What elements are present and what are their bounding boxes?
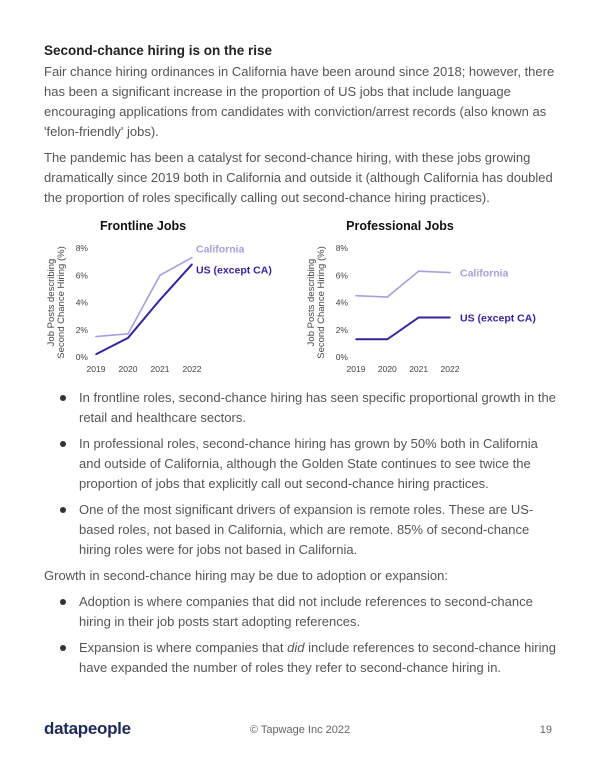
y-tick-label: 0%	[335, 352, 348, 362]
x-tick-label: 2019	[86, 364, 106, 374]
data-point	[418, 270, 420, 272]
data-point	[449, 317, 451, 319]
y-tick-label: 6%	[75, 270, 88, 281]
bullet-frontline: In frontline roles, second-chance hiring has seen specific proportional growth in the retail and healthcare sectors.	[60, 388, 559, 428]
data-point	[95, 353, 97, 355]
y-axis-label: Job Posts describingSecond Chance Hiring (%)	[306, 246, 327, 359]
y-tick-label: 2%	[75, 324, 88, 335]
y-tick-label: 8%	[75, 243, 88, 253]
series-line-california	[96, 258, 192, 337]
content	[44, 42, 559, 684]
bullet-dot	[60, 507, 66, 513]
paragraph-growth: Growth in second-chance hiring may be due to adoption or expansion:	[44, 568, 448, 583]
series-line-us-except-ca	[356, 317, 450, 339]
y-tick-label: 4%	[335, 297, 348, 308]
x-tick-label: 2020	[377, 364, 397, 374]
section-heading: Second-chance hiring is on the rise	[44, 43, 273, 58]
y-tick-label: 4%	[75, 297, 88, 308]
datapeople-logo: datapeople	[44, 719, 131, 738]
data-point	[387, 296, 389, 298]
series-label: US (except CA)	[196, 264, 272, 277]
bullet-dot	[60, 599, 66, 605]
y-tick-label: 6%	[335, 270, 348, 281]
data-point	[95, 336, 97, 338]
bullet-dot	[60, 645, 66, 651]
y-tick-label: 8%	[335, 243, 348, 253]
chart-title: Frontline Jobs	[99, 219, 187, 233]
data-point	[127, 333, 129, 335]
bullet-expansion: Expansion is where companies that did include references to second-chance hiring have expanded the number of roles they refer to second-chance hiring in.	[60, 638, 559, 678]
series-line-us-except-ca	[96, 264, 192, 354]
copyright: © Tapwage Inc 2022	[249, 724, 351, 736]
data-point	[159, 274, 161, 276]
bullet-professional: In professional roles, second-chance hiring has grown by 50% both in California and outside of California, although the Golden State continues to see twice the proportion of jobs that explicitly call out second-chance hiring practices.	[60, 434, 559, 494]
series-label: California	[460, 267, 509, 280]
page-number: 19	[539, 724, 552, 736]
data-point	[355, 295, 357, 297]
x-tick-label: 2022	[440, 364, 460, 374]
x-tick-label: 2020	[118, 364, 138, 374]
bullet-remote: One of the most significant drivers of expansion is remote roles. These are US-based roles, not based in California, which are remote. 85% of second-chance hiring roles were for jobs not based in California.	[60, 500, 559, 560]
data-point	[191, 264, 193, 266]
chart-professional	[300, 214, 560, 382]
x-tick-label: 2021	[409, 364, 429, 374]
paragraph-pandemic: The pandemic has been a catalyst for second-chance hiring, with these jobs growing dramatically since 2019 both in California and outside it (although California has doubled the proportion of roles specifically calling out second-chance hiring practices).	[44, 150, 553, 205]
x-tick-label: 2019	[346, 364, 366, 374]
data-point	[127, 337, 129, 339]
bullet-dot	[60, 441, 66, 447]
data-point	[387, 338, 389, 340]
chart-frontline	[40, 214, 300, 382]
paragraph-intro: Fair chance hiring ordinances in California have been around since 2018; however, there has been a significant increase in the proportion of US jobs that include language encouraging applications from candidates with conviction/arrest records (also known as 'felon-friendly' jobs).	[44, 64, 555, 139]
bullet-adoption: Adoption is where companies that did not include references to second-chance hiring in their job posts start adopting references.	[60, 592, 559, 632]
data-point	[159, 299, 161, 301]
y-tick-label: 2%	[335, 324, 348, 335]
series-line-california	[356, 271, 450, 297]
series-label: California	[196, 243, 245, 256]
data-point	[449, 272, 451, 274]
charts-row	[40, 214, 559, 382]
series-label: US (except CA)	[460, 312, 536, 325]
data-point	[191, 257, 193, 259]
y-tick-label: 0%	[75, 352, 88, 362]
y-axis-label: Job Posts describingSecond Chance Hiring (%)	[46, 246, 67, 359]
x-tick-label: 2021	[150, 364, 170, 374]
x-tick-label: 2022	[182, 364, 202, 374]
data-point	[418, 317, 420, 319]
chart-title: Professional Jobs	[346, 219, 454, 233]
data-point	[355, 338, 357, 340]
bullet-dot	[60, 395, 66, 401]
